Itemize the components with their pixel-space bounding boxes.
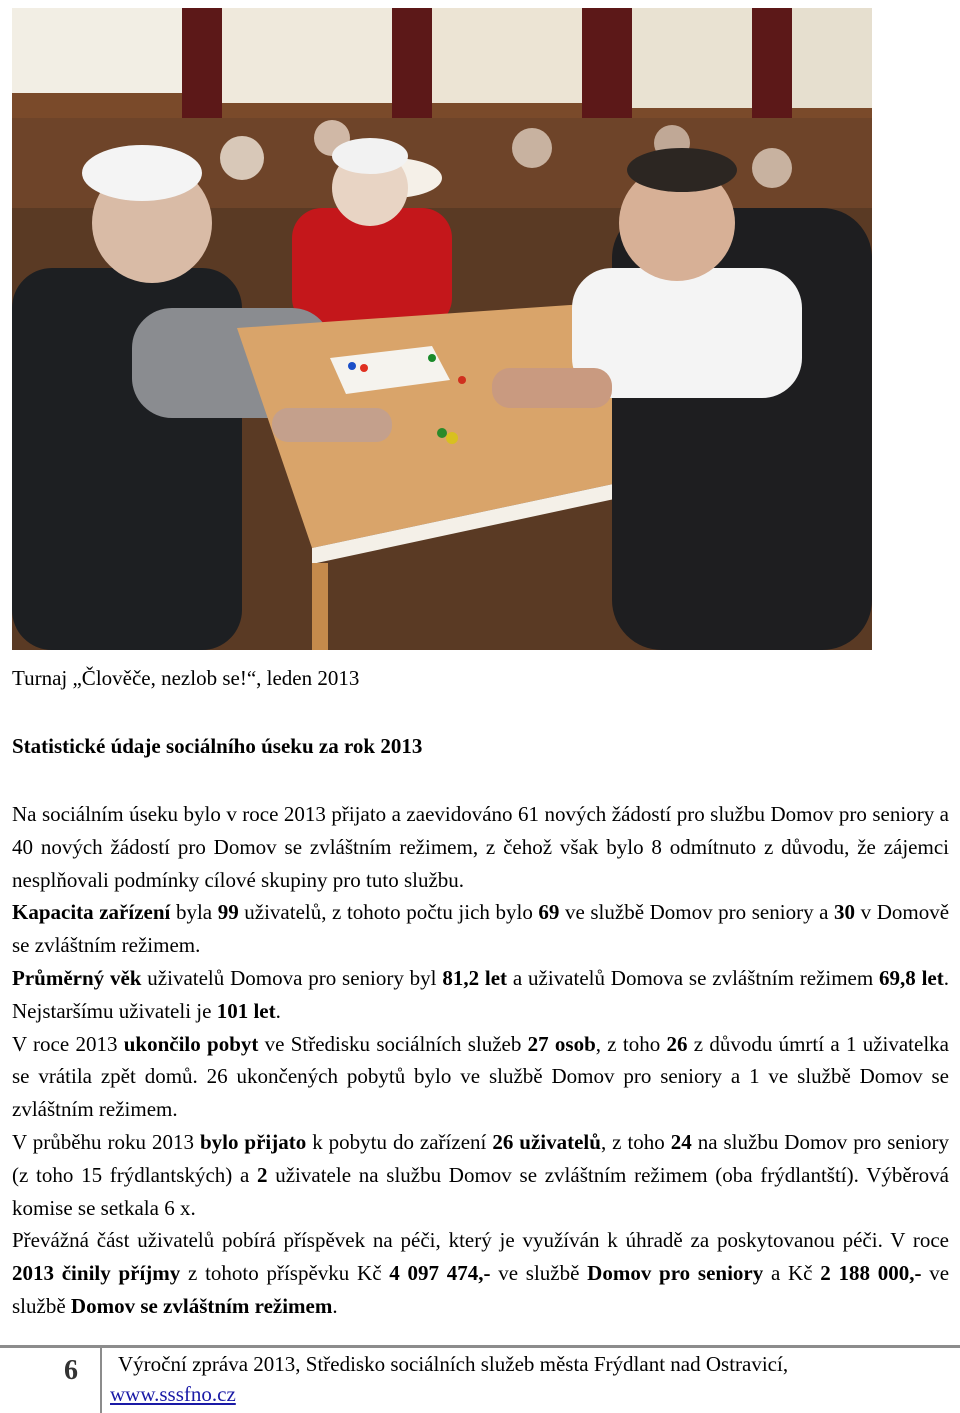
paragraph-capacity: Kapacita zařízení byla 99 uživatelů, z tohoto počtu jich bylo 69 ve službě Domov pro seniory a 30 v Domově se zvláštním režimem.	[12, 900, 950, 958]
paragraph-applications: Na sociálním úseku bylo v roce 2013 přijato a zaevidováno 61 nových žádostí pro službu Domov pro seniory a 40 nových žádostí pro Domov se zvláštním režimem, z čehož však bylo 8 odmítnuto z důvodu, že zájemci nesplňovali podmínky cílové skupiny pro tuto službu.	[12, 802, 949, 892]
statistics-text	[12, 798, 949, 1323]
footer-title: Výroční zpráva 2013, Středisko sociálních služeb města Frýdlant nad Ostravicí,	[118, 1352, 789, 1376]
photo-caption: Turnaj „Člověče, nezlob se!“, leden 2013	[12, 666, 360, 690]
photo-illustration	[12, 8, 872, 650]
paragraph-average-age: Průměrný věk uživatelů Domova pro seniory byl 81,2 let a uživatelů Domova se zvláštním režimem 69,8 let. Nejstaršímu uživateli je 101 let.	[12, 965, 949, 1023]
section-heading: Statistické údaje sociálního úseku za rok 2013	[12, 734, 423, 758]
board-game-photo	[12, 8, 872, 650]
footer-vertical-divider	[100, 1348, 102, 1413]
paragraph-ended-stays: V roce 2013 ukončilo pobyt ve Středisku sociálních služeb 27 osob, z toho 26 z důvodu úmrtí a 1 uživatelka se vrátila zpět domů. 26 ukončených pobytů bylo ve službě Domov pro seniory a 1 ve službě Domov se zvláštním režimem.	[12, 1031, 949, 1122]
paragraph-admissions: V průběhu roku 2013 bylo přijato k pobytu do zařízení 26 uživatelů, z toho 24 na službu Domov pro seniory (z toho 15 frýdlantských) a 2 uživatele na službu Domov se zvláštním režimem (oba frýdlantští). Výběrová komise se setkala 6 x.	[12, 1129, 950, 1220]
paragraph-care-allowance: Převážná část uživatelů pobírá příspěvek na péči, který je využíván k úhradě za poskytovanou péči. V roce 2013 činily příjmy z tohoto příspěvku Kč 4 097 474,- ve službě Domov pro seniory a Kč 2 188 000,- ve službě Domov se zvláštním režimem.	[12, 1228, 950, 1318]
footer-website-link[interactable]: www.sssfno.cz	[110, 1382, 236, 1406]
page-number: 6	[64, 1355, 78, 1386]
footer-divider	[0, 1345, 960, 1348]
